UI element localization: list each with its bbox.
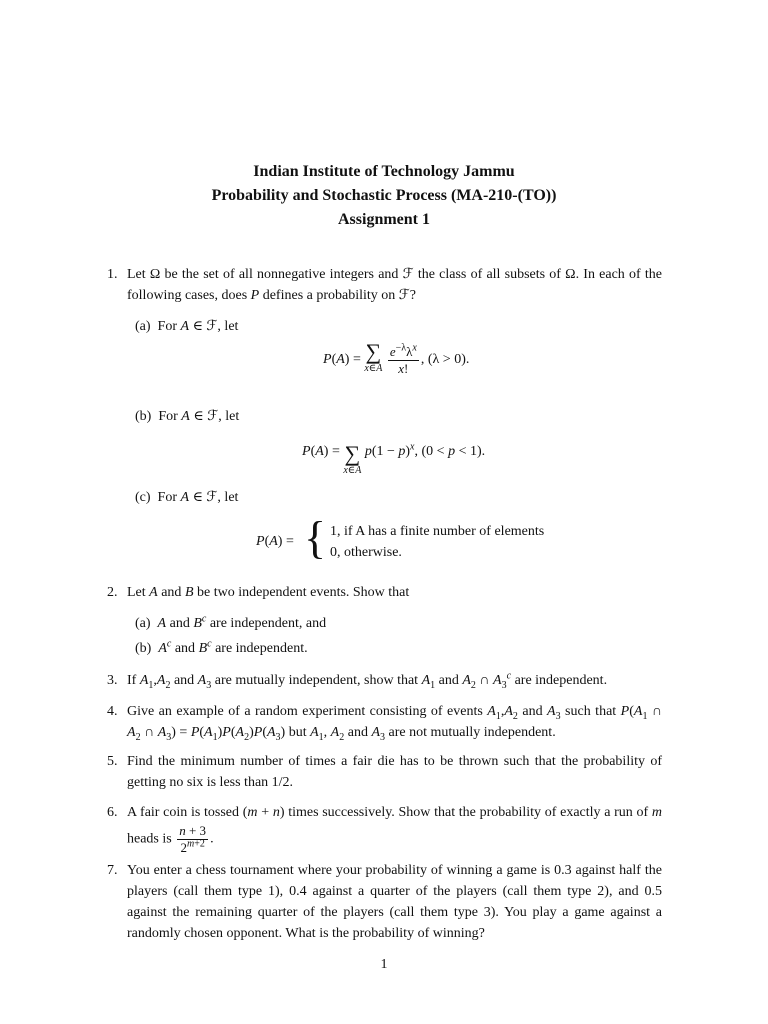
question-1b: (b) For A ∈ ℱ, let — [135, 409, 240, 424]
equation-1c-lhs: P(A) = — [256, 534, 294, 549]
question-4 — [107, 701, 662, 743]
equation-1b: P(A) = ∑ x∈A $p(1 - p)^x$, (0 < p < 1). — [302, 441, 486, 476]
question-text: A fair coin is tossed (m + n) times successively. Show that the probability of exactly a run of m heads is $\frac{n + 3}{2^{m+2}}$ . — [127, 805, 662, 855]
case-1: 1, if A has a finite number of elements — [330, 524, 545, 539]
question-3 — [107, 670, 662, 691]
question-number: 3. — [107, 673, 118, 688]
page-number: 1 — [380, 957, 388, 972]
question-number: 4. — [107, 704, 118, 719]
left-brace: { — [304, 512, 327, 563]
equation-1a: P(A) = ∑ x∈A $\frac{e^{-\lambda}\lambda^x}{x!}$ , (λ > 0). — [323, 339, 470, 376]
question-number: 7. — [107, 863, 118, 878]
assignment-title: Assignment 1 — [337, 211, 430, 228]
subpart-label: (b) — [135, 409, 152, 424]
question-number: 6. — [107, 805, 118, 820]
subpart-label: (a) — [135, 319, 151, 334]
question-7 — [107, 860, 662, 944]
document-header — [0, 160, 768, 232]
question-1a: (a) For A ∈ ℱ, let — [135, 319, 239, 334]
question-number: 5. — [107, 754, 118, 769]
question-6 — [107, 802, 662, 856]
course-title: Probability and Stochastic Process (MA-210-(TO)) — [211, 187, 557, 204]
question-text: Find the minimum number of times a fair die has to be thrown such that the probability of getting no six is less than 1/2. — [127, 754, 662, 790]
question-text: If $A_1,A_2$ and $A_3$ are mutually independent, show that $A_1$ and $A_2$ ∩ $A_3^c$ are independent. — [127, 670, 608, 691]
question-number: 2. — [107, 585, 118, 600]
question-2b: (b) $A^c$ and $B^c$ are independent. — [135, 638, 308, 656]
question-text: Let A and B be two independent events. Show that — [127, 585, 410, 600]
question-text: Let Ω be the set of all nonnegative integers and ℱ the class of all subsets of Ω. In each of the following cases, does P defines a probability on ℱ? — [127, 267, 662, 303]
subpart-label: (a) — [135, 616, 151, 631]
subpart-label: (b) — [135, 641, 152, 656]
case-2: 0, otherwise. — [330, 545, 402, 560]
institute-title: Indian Institute of Technology Jammu — [253, 163, 515, 180]
question-2 — [107, 582, 662, 603]
question-number: 1. — [107, 267, 118, 282]
subpart-label: (c) — [135, 490, 151, 505]
question-2a: (a) A and $B^c$ are independent, and — [135, 613, 327, 631]
question-1 — [107, 264, 662, 306]
question-text: You enter a chess tournament where your probability of winning a game is 0.3 against half the players (call them type 1), 0.4 against a quarter of the players (call them type 2), and 0.5 against the remaining quarter of the players (call them type 3). You play a game against a randomly chosen opponent. What is the probability of winning? — [127, 863, 662, 941]
question-text: Give an example of a random experiment consisting of events $A_1,A_2$ and $A_3$ such that $P(A_1$ ∩ $A_2$ ∩ $A_3) = P(A_1)P(A_2)P(A_3)$ but $A_1$, $A_2$ and $A_3$ are not mutually independent. — [127, 704, 663, 743]
question-5 — [107, 751, 662, 793]
question-1c: (c) For A ∈ ℱ, let — [135, 490, 239, 505]
